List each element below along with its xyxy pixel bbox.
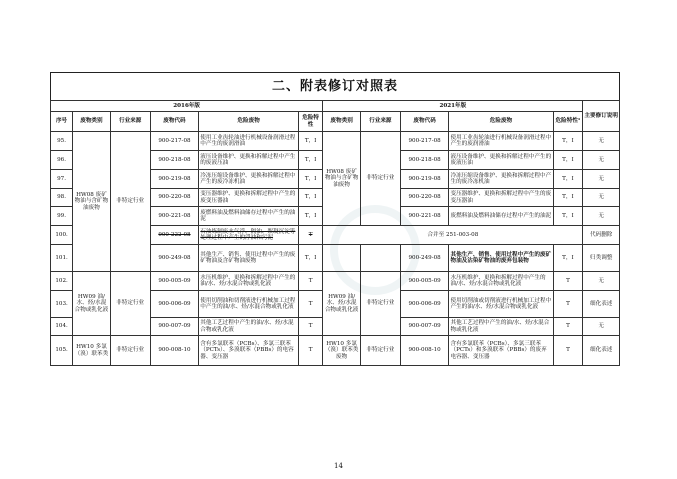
property-2021: T，I — [553, 151, 583, 170]
category-2016: HW10 多氯（溴）联苯类 — [73, 336, 111, 366]
row-seq: 103. — [51, 291, 73, 318]
hazard-2021: 使用工业齿轮油进行机械设备润滑过程中产生的废润滑油 — [449, 132, 553, 151]
hazard-2016: 含有多氯联苯（PCBs）、多氯三联苯（PCTs）、多溴联苯（PBBs）的电容器、变压器 — [199, 336, 299, 366]
code-2021: 900-007-09 — [400, 318, 449, 336]
row-seq: 95. — [51, 132, 73, 151]
hazard-2016: 使用工业齿轮油进行机械设备润滑过程中产生的废润滑油 — [199, 132, 299, 151]
hazard-2021: 冷冻压缩设备维护、更换和拆解过程中产生的废冷冻机油 — [449, 170, 553, 189]
property-2016: T，I — [298, 245, 322, 272]
code-2016: 900-217-08 — [150, 132, 199, 151]
property-2016: T — [298, 318, 322, 336]
property-2021: T — [553, 318, 583, 336]
header-2021-version: 2021年版 — [323, 101, 583, 112]
property-2021: T — [553, 291, 583, 318]
header-seq: 序号 — [51, 112, 73, 132]
row-seq: 102. — [51, 272, 73, 291]
code-2016: 900-005-09 — [150, 272, 199, 291]
property-2016: T — [298, 291, 322, 318]
code-2016: 900-218-08 — [150, 151, 199, 170]
hazard-2016: 其他生产、销售、使用过程中产生的废矿物油及含矿物油废物 — [199, 245, 299, 272]
header-note: 主要修订说明 — [583, 101, 620, 132]
header-hazard-2021: 危险废物 — [449, 112, 553, 132]
revision-note: 细化表述 — [583, 336, 620, 366]
industry-2021-hw08-cont — [360, 245, 400, 272]
revision-note: 无 — [583, 207, 620, 226]
revision-note: 无 — [583, 318, 620, 336]
category-2016: HW09 油/水、烃/水混合物或乳化液 — [73, 272, 111, 336]
hazard-2016: 变压器维护、更换和拆解过程中产生的废变压器油 — [199, 189, 299, 207]
header-property-2016: 危险特性 — [298, 112, 322, 132]
property-2016: T，I — [298, 170, 322, 189]
hazard-2016: 使用切削油和切削液进行机械加工过程中产生的油/水、烃/水混合物或乳化液 — [199, 291, 299, 318]
industry-2016: 非特定行业 — [110, 132, 150, 272]
code-2021: 900-219-08 — [400, 170, 449, 189]
category-2021: HW08 废矿物油与含矿物油废物 — [323, 132, 361, 226]
revision-note: 代码删除 — [583, 226, 620, 245]
industry-2016: 非特定行业 — [110, 336, 150, 366]
property-2021: T，I — [553, 245, 583, 272]
code-2021: 900-221-08 — [400, 207, 449, 226]
property-2021: T — [553, 336, 583, 366]
property-2016: T，I — [298, 189, 322, 207]
page-title: 二、附表修订对照表 — [50, 72, 620, 101]
hazard-2016: 其他工艺过程中产生的油/水、烃/水混合物或乳化液 — [199, 318, 299, 336]
property-2016: T，I — [298, 132, 322, 151]
code-2021: 900-249-08 — [400, 245, 449, 272]
industry-2021: 非特定行业 — [360, 132, 400, 226]
header-category-2021: 废物类别 — [323, 112, 361, 132]
property-2016: T，I — [298, 151, 322, 170]
category-2021-hw08-cont — [323, 245, 361, 272]
code-2016: 900-220-08 — [150, 189, 199, 207]
hazard-2016: 液压设备维护、更换和拆解过程中产生的废液压油 — [199, 151, 299, 170]
revision-note: 无 — [583, 132, 620, 151]
revision-comparison-table — [50, 100, 620, 366]
row-seq: 105. — [51, 336, 73, 366]
property-2021: T，I — [553, 207, 583, 226]
row-seq: 98. — [51, 189, 73, 207]
revision-note: 无 — [583, 170, 620, 189]
code-2016: 900-249-08 — [150, 245, 199, 272]
hazard-2021: 废燃料油及燃料油储存过程中产生的油泥 — [449, 207, 553, 226]
category-2016: HW08 废矿物油与含矿物油废物 — [73, 132, 111, 272]
hazard-2016: 水压机维护、更换和拆解过程中产生的油/水、烃/水混合物或乳化液 — [199, 272, 299, 291]
property-2021: T，I — [553, 132, 583, 151]
revision-note: 无 — [583, 151, 620, 170]
header-property-2021: 危险特性¹ — [553, 112, 583, 132]
merged-2021: 合并至 251-003-08 — [323, 226, 583, 245]
code-2016: 900-219-08 — [150, 170, 199, 189]
industry-2021: 非特定行业 — [360, 336, 400, 366]
code-2016: 900-007-09 — [150, 318, 199, 336]
category-2021: HW10 多氯（溴）联苯类废物 — [323, 336, 361, 366]
code-2016: 900-222-08 — [150, 226, 199, 245]
row-seq: 104. — [51, 318, 73, 336]
code-2016: 900-221-08 — [150, 207, 199, 226]
property-2021: T，I — [553, 189, 583, 207]
revision-note: 无 — [583, 189, 620, 207]
page-number: 14 — [334, 462, 343, 470]
code-2021: 900-008-10 — [400, 336, 449, 366]
code-2021: 900-217-08 — [400, 132, 449, 151]
hazard-2021: 使用切削油或切削液进行机械加工过程中产生的油/水、烃/水混合物或乳化液 — [449, 291, 553, 318]
header-category-2016: 废物类别 — [73, 112, 111, 132]
table-row — [51, 132, 620, 151]
code-2021: 900-218-08 — [400, 151, 449, 170]
property-2016: T — [298, 226, 322, 245]
revision-note: 归类调整 — [583, 245, 620, 272]
revision-note: 无 — [583, 272, 620, 291]
hazard-2021: 变压器维护、更换和拆解过程中产生的废变压器油 — [449, 189, 553, 207]
hazard-2016: 废燃料油及燃料油储存过程中产生的油泥 — [199, 207, 299, 226]
row-seq: 101. — [51, 245, 73, 272]
code-2021: 900-006-09 — [400, 291, 449, 318]
hazard-2021: 其他生产、销售、使用过程中产生的废矿物油及沾染矿物油的废弃包装物 — [449, 245, 553, 272]
property-2021: T，I — [553, 170, 583, 189]
hazard-2021: 其他工艺过程中产生的油/水、烃/水混合物或乳化液 — [449, 318, 553, 336]
table-row — [51, 272, 620, 291]
hazard-2016: 冷冻压缩设备维护、更换和拆解过程中产生的废冷冻机油 — [199, 170, 299, 189]
code-2016: 900-006-09 — [150, 291, 199, 318]
property-2016: T — [298, 336, 322, 366]
header-code-2021: 废物代码 — [400, 112, 449, 132]
hazard-2021: 含有多氯联苯（PCBs）、多氯三联苯（PCTs）和多溴联苯（PBBs）的废弃电容器、变压器 — [449, 336, 553, 366]
code-2021: 900-005-09 — [400, 272, 449, 291]
industry-2021: 非特定行业 — [360, 272, 400, 336]
row-seq: 100. — [51, 226, 73, 245]
property-2021: T — [553, 272, 583, 291]
header-2016-version: 2016年版 — [51, 101, 323, 112]
row-seq: 99. — [51, 207, 73, 226]
hazard-2021: 水压机维护、更换和拆解过程中产生的油/水、烃/水混合物或乳化液 — [449, 272, 553, 291]
header-code-2016: 废物代码 — [150, 112, 199, 132]
table-row — [51, 336, 620, 366]
category-2021: HW09 油/水、烃/水混合物或乳化液 — [323, 272, 361, 336]
property-2016: T — [298, 272, 322, 291]
industry-2016: 非特定行业 — [110, 272, 150, 336]
header-industry-2021: 行业来源 — [360, 112, 400, 132]
header-hazard-2016: 危险废物 — [199, 112, 299, 132]
hazard-2021: 液压设备维护、更换和拆解过程中产生的废液压油 — [449, 151, 553, 170]
property-2016: T，I — [298, 207, 322, 226]
row-seq: 96. — [51, 151, 73, 170]
hazard-2016: 石油炼制废水气浮、隔油、絮凝沉淀等处理过程中产生的浮油和污泥 — [199, 226, 299, 245]
code-2016: 900-008-10 — [150, 336, 199, 366]
code-2021: 900-220-08 — [400, 189, 449, 207]
row-seq: 97. — [51, 170, 73, 189]
header-industry-2016: 行业来源 — [110, 112, 150, 132]
revision-note: 细化表述 — [583, 291, 620, 318]
